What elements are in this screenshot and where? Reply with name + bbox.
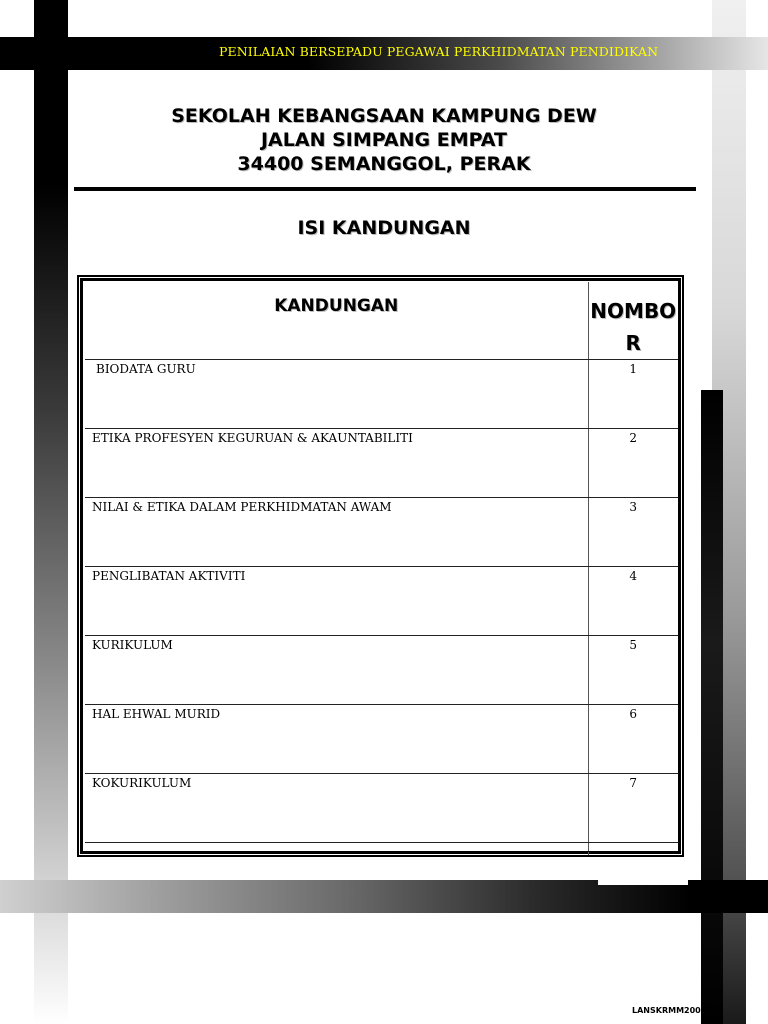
toc-item-label: HAL EHWAL MURID bbox=[85, 705, 588, 774]
toc-item-label: KOKURIKULUM bbox=[85, 774, 588, 843]
school-header bbox=[74, 104, 694, 176]
header-tagline: PENILAIAN BERSEPADU PEGAWAI PERKHIDMATAN PENDIDIKAN bbox=[219, 44, 659, 59]
frame-bar-left bbox=[34, 0, 68, 1024]
frame-bar-notch bbox=[598, 880, 688, 885]
header-divider bbox=[74, 187, 696, 191]
table-row bbox=[85, 705, 678, 774]
toc-header-row bbox=[85, 282, 678, 360]
header-content: KANDUNGAN bbox=[85, 282, 588, 360]
toc-item-number: 5 bbox=[588, 636, 678, 705]
toc-table bbox=[85, 282, 678, 855]
footer-code: LANSKRMM2006 bbox=[632, 1006, 707, 1015]
school-address-line1: JALAN SIMPANG EMPAT bbox=[260, 129, 508, 151]
page-title: ISI KANDUNGAN bbox=[297, 217, 471, 239]
table-row bbox=[85, 636, 678, 705]
toc-item-label: BIODATA GURU bbox=[85, 360, 588, 429]
table-row bbox=[85, 360, 678, 429]
toc-table-frame bbox=[77, 275, 684, 857]
frame-bar-right-inner bbox=[701, 390, 723, 1024]
table-row bbox=[85, 429, 678, 498]
empty-cell bbox=[588, 843, 678, 855]
table-row-spacer bbox=[85, 843, 678, 855]
toc-item-label: PENGLIBATAN AKTIVITI bbox=[85, 567, 588, 636]
header-number: NOMBOR bbox=[588, 282, 678, 360]
empty-cell bbox=[85, 843, 588, 855]
toc-item-number: 2 bbox=[588, 429, 678, 498]
toc-item-number: 1 bbox=[588, 360, 678, 429]
table-row bbox=[85, 567, 678, 636]
toc-item-label: ETIKA PROFESYEN KEGURUAN & AKAUNTABILITI bbox=[85, 429, 588, 498]
table-row bbox=[85, 498, 678, 567]
toc-item-number: 4 bbox=[588, 567, 678, 636]
school-name: SEKOLAH KEBANGSAAN KAMPUNG DEW bbox=[171, 105, 597, 127]
toc-item-number: 7 bbox=[588, 774, 678, 843]
table-row bbox=[85, 774, 678, 843]
toc-item-label: NILAI & ETIKA DALAM PERKHIDMATAN AWAM bbox=[85, 498, 588, 567]
toc-item-label: KURIKULUM bbox=[85, 636, 588, 705]
toc-item-number: 3 bbox=[588, 498, 678, 567]
school-address-line2: 34400 SEMANGGOL, PERAK bbox=[237, 153, 531, 175]
toc-item-number: 6 bbox=[588, 705, 678, 774]
